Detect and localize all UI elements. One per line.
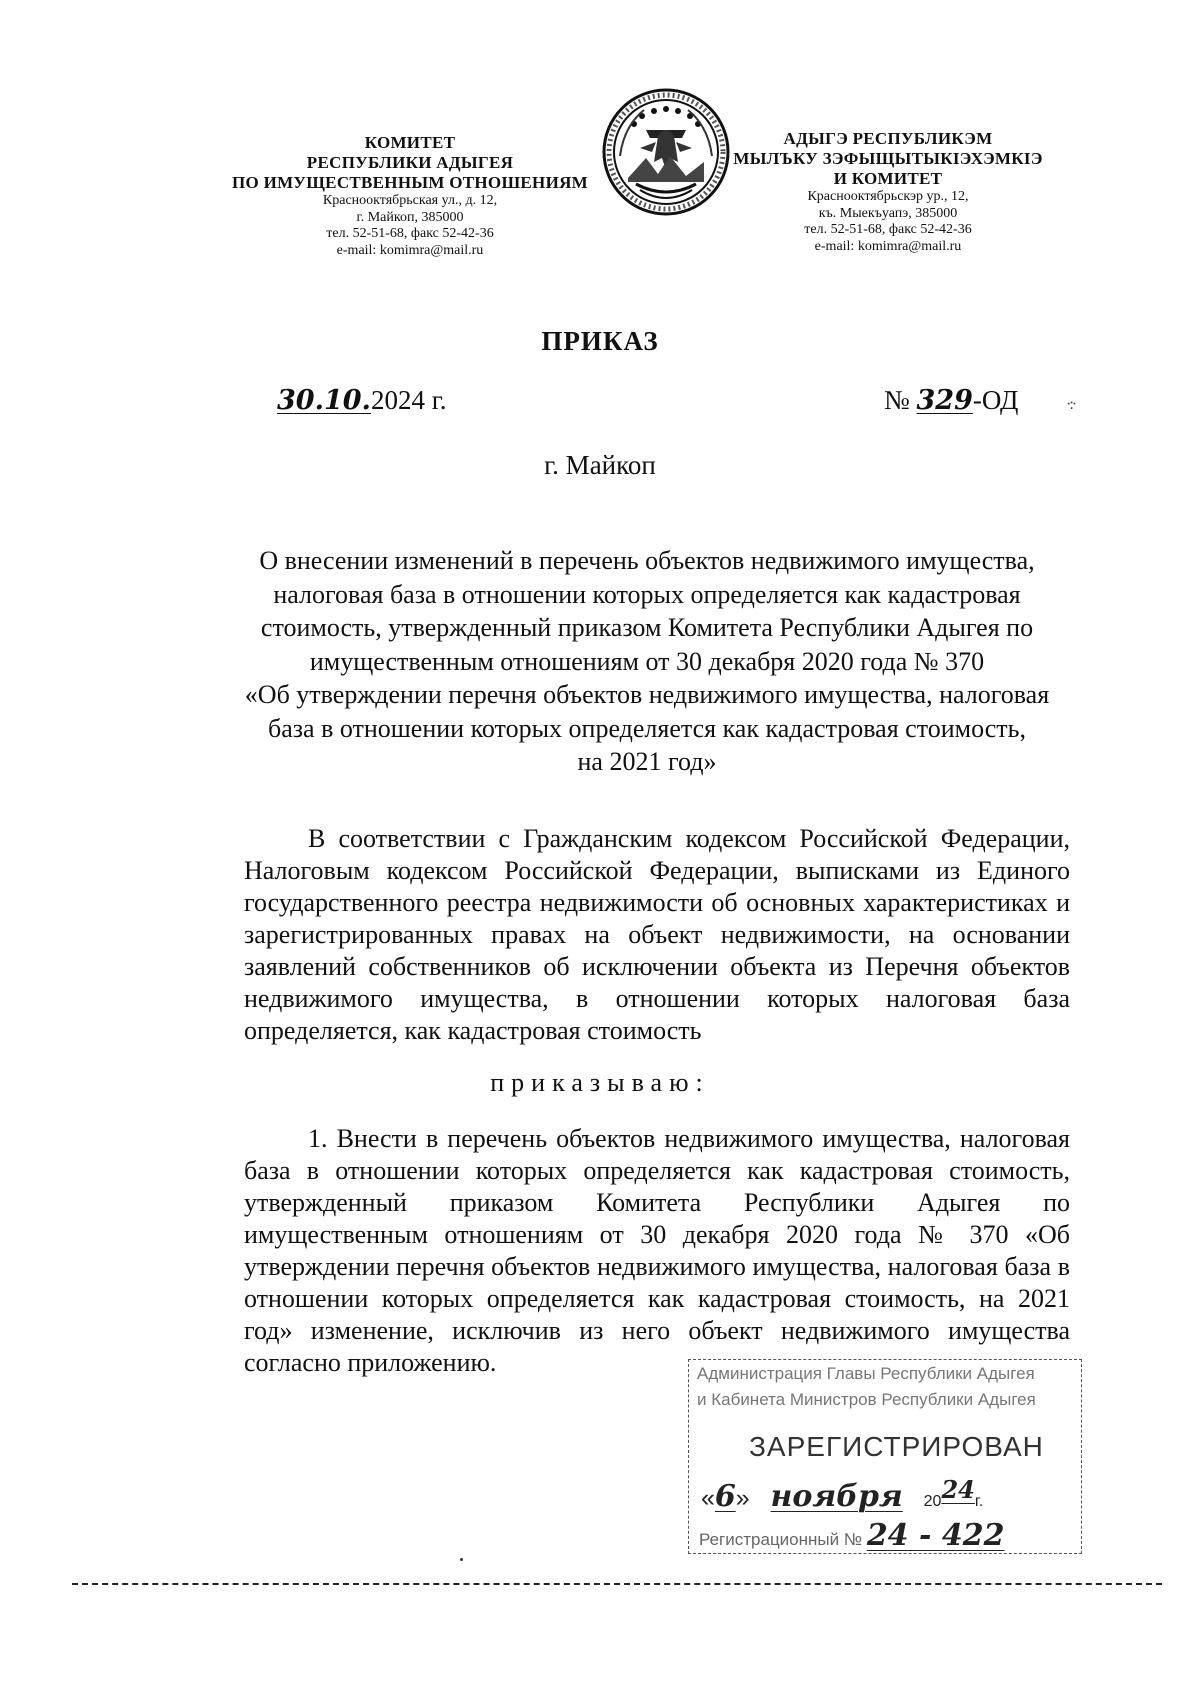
header-right-line2: МЫЛЪКУ ЗЭФЫЩЫТЫКӀЭХЭМКӀЭ xyxy=(733,149,1043,169)
header-right-line3: И КОМИТЕТ xyxy=(833,169,943,189)
header-right xyxy=(718,129,1058,255)
page-bottom-rule xyxy=(72,1583,1162,1585)
header-left-phone: тел. 52-51-68, факс 52-42-36 xyxy=(326,226,494,242)
stamp-authority-line2: и Кабинета Министров Республики Адыгея xyxy=(697,1390,1036,1409)
stamp-registration-number xyxy=(699,1518,1005,1553)
preamble-paragraph: В соответствии с Гражданским кодексом Российской Федерации, Налоговым кодексом Российской Федерации, выписками из Единого государственного реестра недвижимости об основных характеристиках и зарегистрированных правах на объект недвижимости, на основании заявлений собственников об исключении объекта из Перечня объектов недвижимого имущества, в отношении которых налоговая база определяется, как кадастровая стоимость xyxy=(244,824,1070,1045)
subject-line: О внесении изменений в перечень объектов недвижимого имущества, xyxy=(259,546,1035,575)
header-left-line3: ПО ИМУЩЕСТВЕННЫМ ОТНОШЕНИЯМ xyxy=(231,173,589,193)
document-title: ПРИКАЗ xyxy=(541,326,659,356)
subject-line: имущественным отношениям от 30 декабря 2020 года № 370 xyxy=(309,646,985,676)
stamp-day: 6 xyxy=(714,1479,736,1514)
header-right-city: къ. Мыекъуапэ, 385000 xyxy=(818,205,958,221)
scan-speck xyxy=(460,1558,463,1561)
subject-line: «Об утверждении перечня объектов недвижимого имущества, налоговая xyxy=(244,680,1050,709)
order-word: приказываю: xyxy=(490,1068,710,1097)
number-handwritten: 329 xyxy=(916,385,973,416)
date-printed: 2024 г. xyxy=(370,385,447,415)
header-right-line1: АДЫГЭ РЕСПУБЛИКЭМ xyxy=(783,129,993,148)
subject-line: на 2021 год» xyxy=(577,747,717,776)
subject-line: налоговая база в отношении которых определяется как кадастровая xyxy=(273,579,1021,609)
header-left-line2: РЕСПУБЛИКИ АДЫГЕЯ xyxy=(306,153,514,173)
document-number xyxy=(884,385,1018,416)
header-right-email: e-mail: komimra@mail.ru xyxy=(814,238,962,254)
header-left-line1: КОМИТЕТ xyxy=(364,133,456,152)
number-prefix: № xyxy=(884,385,910,415)
stamp-reg-number: 24 - 422 xyxy=(866,1518,1005,1553)
number-suffix: -ОД xyxy=(972,385,1019,415)
header-left-city: г. Майкоп, 385000 xyxy=(356,209,464,225)
coat-of-arms-icon xyxy=(600,86,732,218)
header-left xyxy=(225,133,595,259)
stamp-month: ноября xyxy=(770,1479,903,1514)
stamp-registered: ЗАРЕГИСТРИРОВАН xyxy=(749,1431,1044,1462)
stamp-year-suffix: 24 xyxy=(941,1475,975,1504)
header-left-address: Краснооктябрьская ул., д. 12, xyxy=(322,193,498,209)
date-handwritten: 30.10. xyxy=(277,385,371,416)
header-right-phone: тел. 52-51-68, факс 52-42-36 xyxy=(804,222,972,238)
document-subject xyxy=(232,544,1062,779)
header-left-email: e-mail: komimra@mail.ru xyxy=(336,242,484,258)
stamp-date xyxy=(701,1475,983,1514)
registration-stamp xyxy=(688,1359,1082,1554)
stamp-authority-line1: Администрация Главы Республики Адыгея xyxy=(697,1364,1035,1383)
stamp-open-quote: « xyxy=(701,1484,715,1512)
document-city: г. Майкоп xyxy=(544,450,656,480)
subject-line: база в отношении которых определяется как кадастровая стоимость, xyxy=(267,713,1027,743)
subject-line: стоимость, утвержденный приказом Комитета Республики Адыгея по xyxy=(260,613,1034,642)
stamp-reg-label: Регистрационный № xyxy=(699,1530,863,1549)
document-date xyxy=(277,385,446,416)
stamp-year-g: г. xyxy=(974,1493,984,1510)
margin-mark: ·:· xyxy=(1066,396,1076,413)
stamp-close-quote: » xyxy=(735,1484,750,1512)
item-1-paragraph: 1. Внести в перечень объектов недвижимого имущества, налоговая база в отношении которых определяется как кадастровая стоимость, утвержденный приказом Комитета Республики Адыгея по имущественным отношениям от 30 декабря 2020 года № 370 «Об утверждении перечня объектов недвижимого имущества, налоговая база в отношении которых определяется как кадастровая стоимость, на 2021 год» изменение, исключив из него объект недвижимого имущества согласно приложению. xyxy=(244,1124,1070,1377)
stamp-year-prefix: 20 xyxy=(923,1493,942,1510)
header-right-address: Краснооктябрьскэр ур., 12, xyxy=(807,189,969,205)
